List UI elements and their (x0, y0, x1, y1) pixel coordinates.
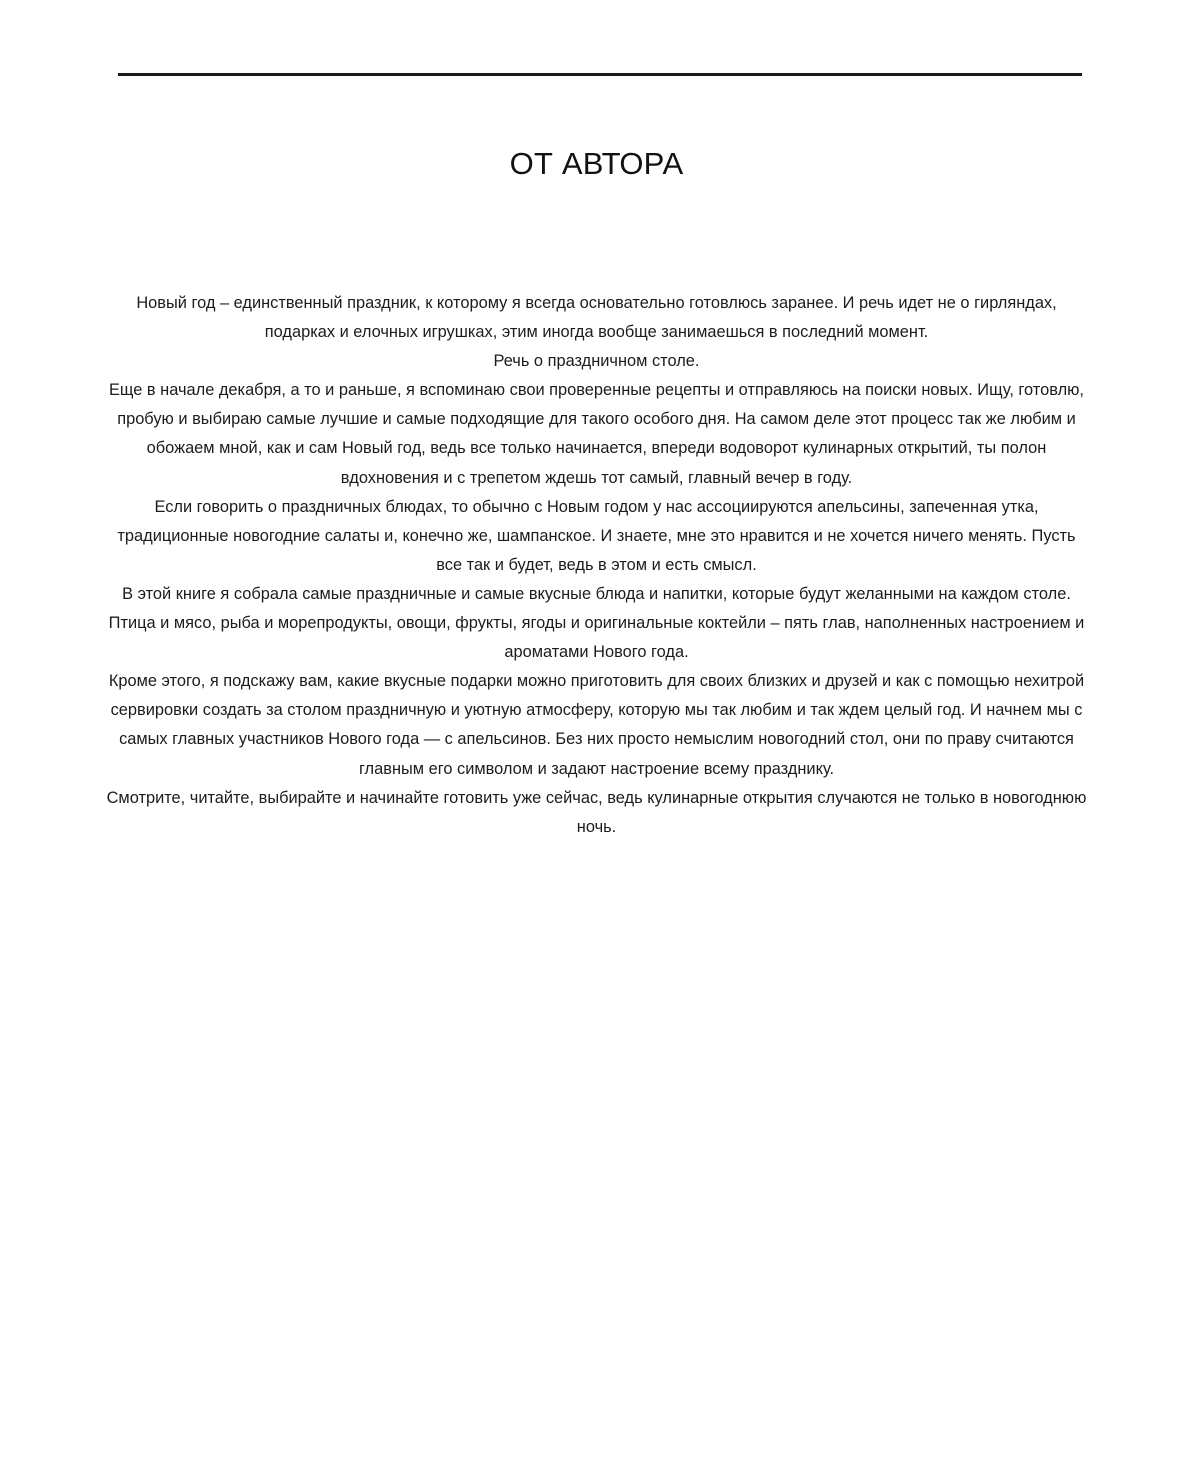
paragraph: Еще в начале декабря, а то и раньше, я вспоминаю свои проверенные рецепты и отправляюсь на поиски новых. Ищу, готовлю, пробую и выбираю самые лучшие и самые подходящие для такого особого дня. На самом деле этот процесс так же любим и обожаем мной, как и сам Новый год, ведь все только начинается, впереди водоворот кулинарных открытий, ты полон вдохновения и с трепетом ждешь тот самый, главный вечер в году. (109, 381, 1084, 487)
body-text (104, 289, 1089, 842)
page-title: ОТ АВТОРА (509, 146, 684, 181)
paragraph: Речь о праздничном столе. (493, 352, 700, 371)
paragraph: Если говорить о праздничных блюдах, то обычно с Новым годом у нас ассоциируются апельсины, запеченная утка, традиционные новогодние салаты и, конечно же, шампанское. И знаете, мне это нравится и не хочется ничего менять. Пусть все так и будет, ведь в этом и есть смысл. (117, 497, 1076, 574)
paragraph: В этой книге я собрала самые праздничные и самые вкусные блюда и напитки, которые будут желанными на каждом столе. Птица и мясо, рыба и морепродукты, овощи, фрукты, ягоды и оригинальные коктейли – пять глав, наполненных настроением и ароматами Нового года. (108, 584, 1085, 662)
paragraph: Кроме этого, я подскажу вам, какие вкусные подарки можно приготовить для своих близких и друзей и как с помощью нехитрой сервировки создать за столом праздничную и уютную атмосферу, которую мы так любим и так ждем целый год. И начнем мы с самых главных участников Нового года — с апельсинов. Без них просто немыслим новогодний стол, они по праву считаются главным его символом и задают настроение всему празднику. (108, 672, 1085, 778)
paragraph: Новый год – единственный праздник, к которому я всегда основательно готовлюсь заранее. И речь идет не о гирляндах, подарках и елочных игрушках, этим иногда вообще занимаешься в последний момент. (136, 294, 1057, 342)
top-divider-rule (118, 73, 1082, 76)
paragraph: Смотрите, читайте, выбирайте и начинайте готовить уже сейчас, ведь кулинарные открытия случаются не только в новогоднюю ночь. (106, 788, 1087, 836)
